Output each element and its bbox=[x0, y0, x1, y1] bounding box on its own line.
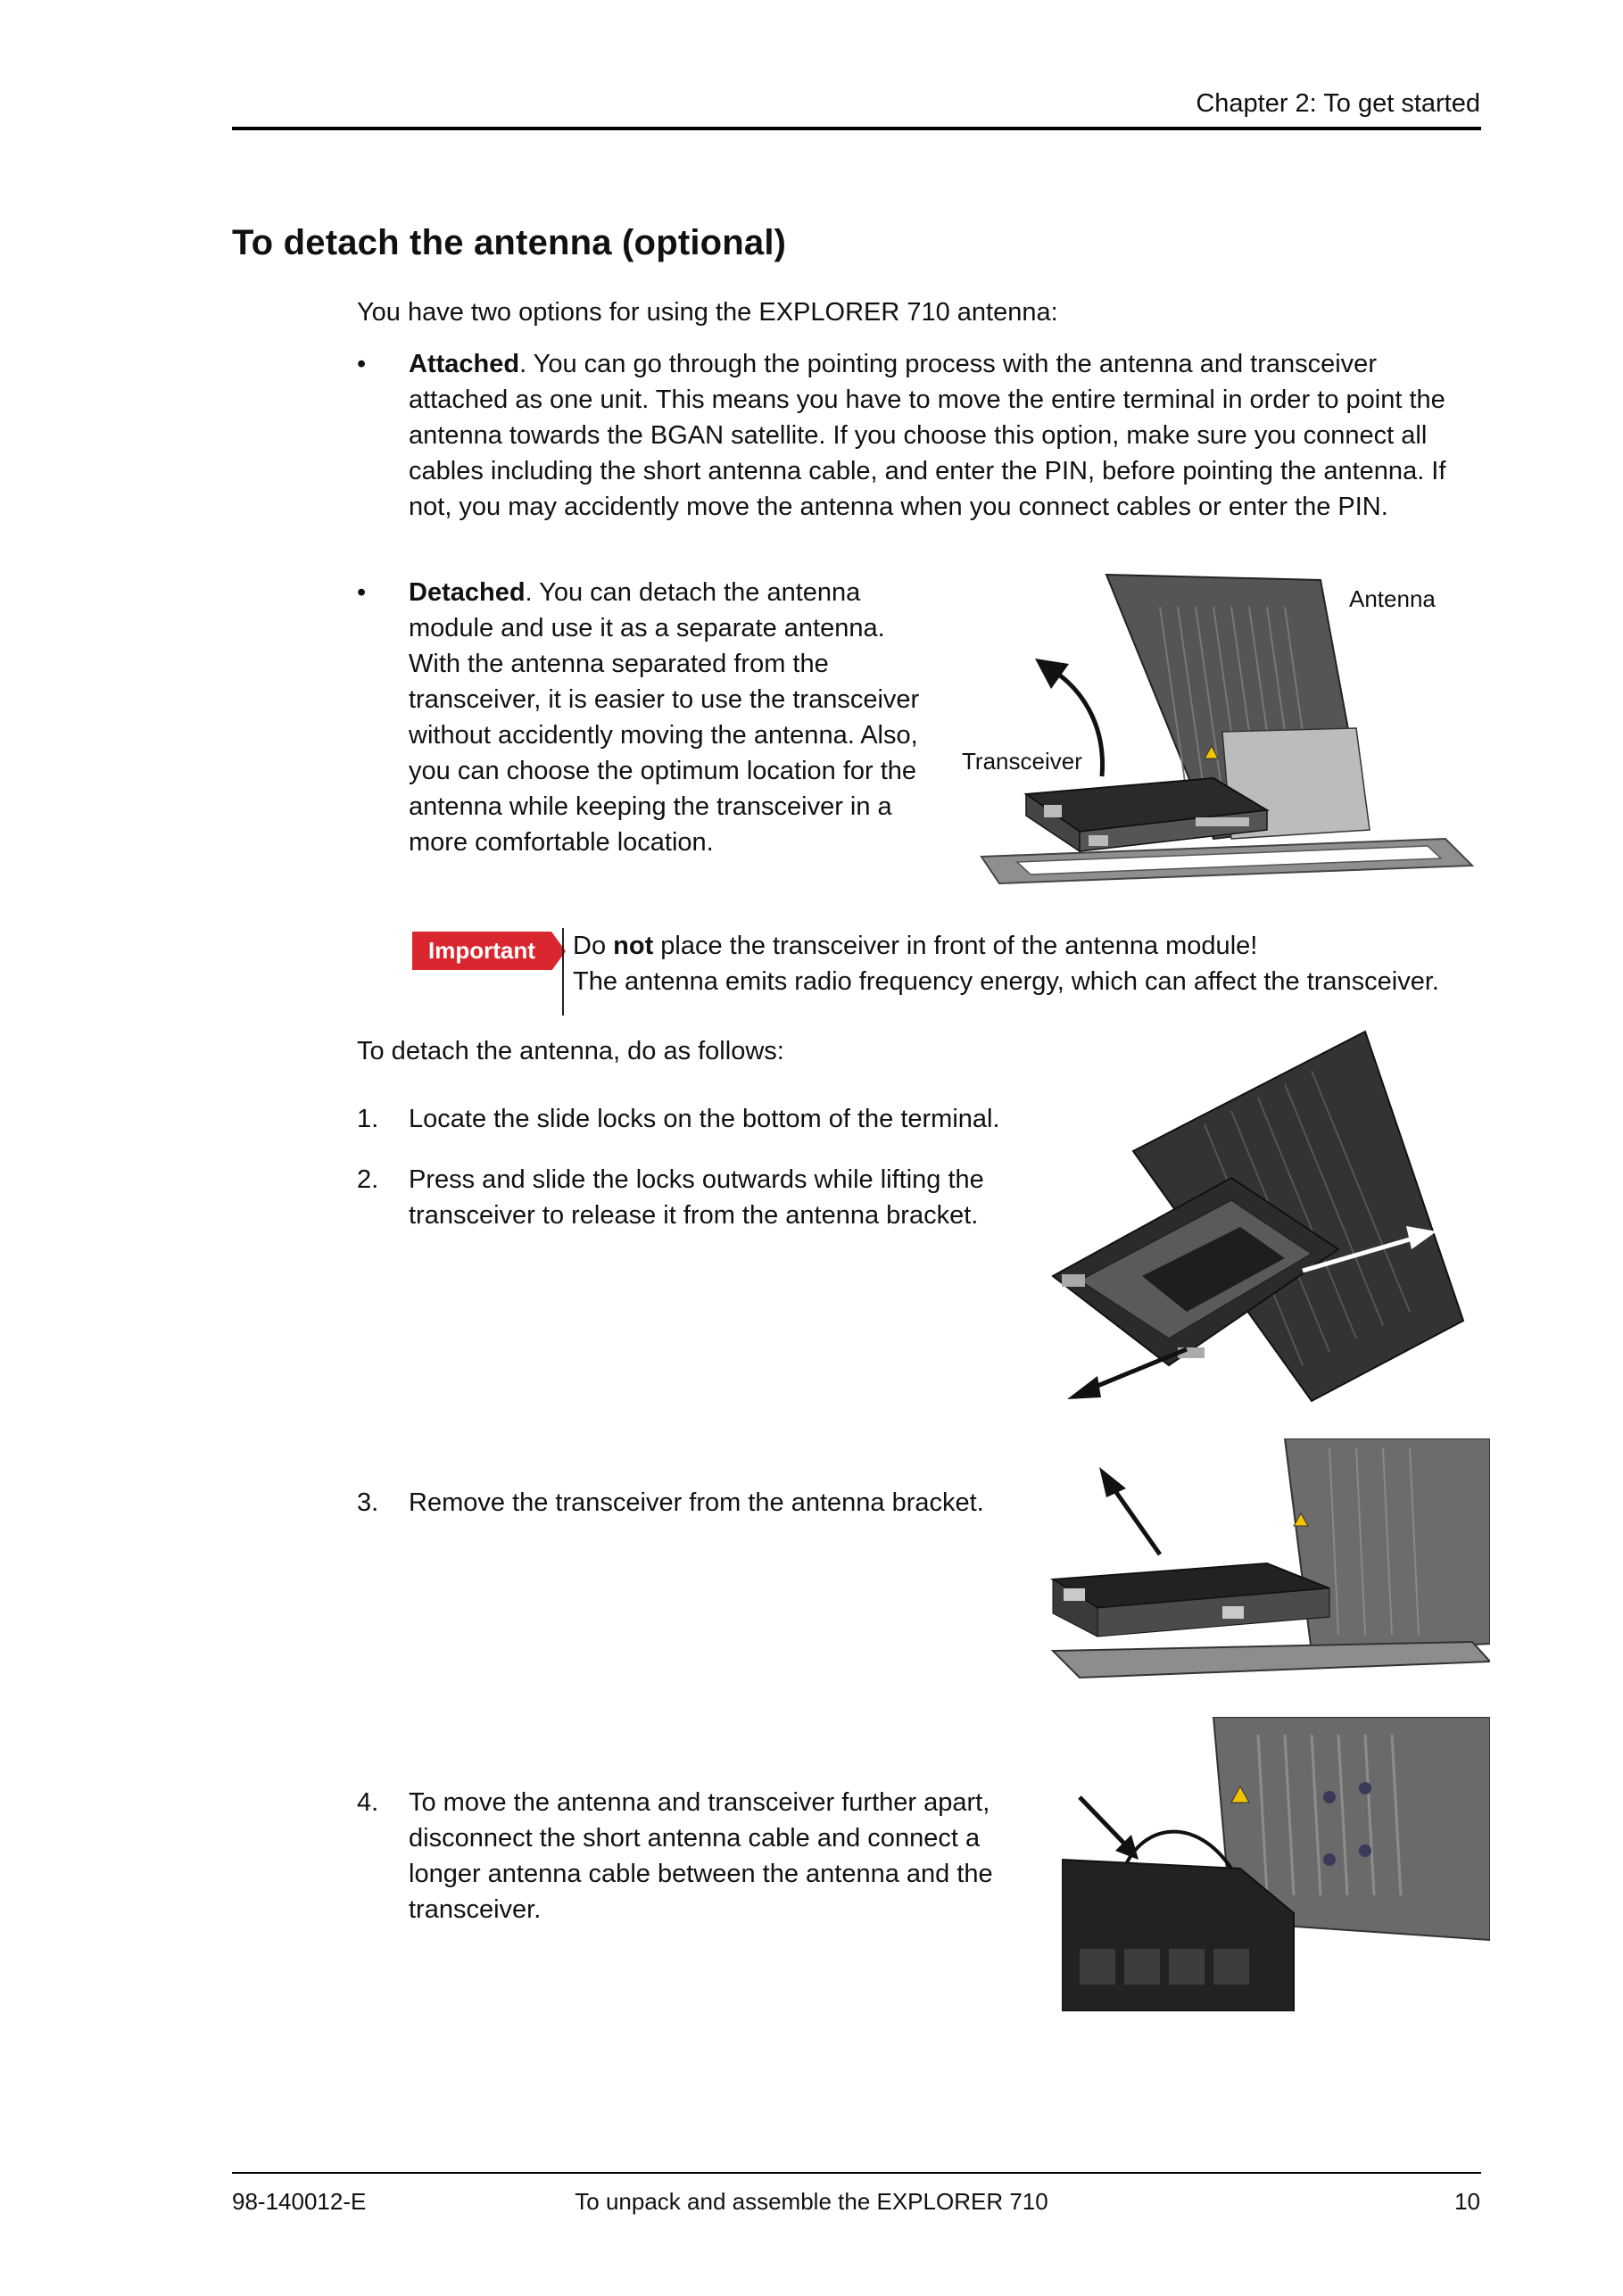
step-2 bbox=[357, 1162, 999, 1233]
important-callout bbox=[412, 932, 551, 970]
footer-doc-number: 98-140012-E bbox=[232, 2188, 367, 2215]
important-badge: Important bbox=[412, 932, 551, 970]
important-line-2: The antenna emits radio frequency energy, which can affect the transceiver. bbox=[573, 967, 1439, 996]
figure-terminal-antenna bbox=[946, 571, 1490, 901]
header-rule bbox=[232, 127, 1481, 130]
chapter-header: Chapter 2: To get started bbox=[1196, 89, 1480, 118]
bullet-detached bbox=[357, 575, 928, 860]
bullet-attached bbox=[357, 346, 1483, 560]
step-number: 4. bbox=[357, 1788, 379, 1817]
bullet-detached-text: Detached. You can detach the antenna module and use it as a separate antenna. With the antenna separated from the transceiver, it is easier to use the transceiver without accidently moving the antenna. Also, you can choose the optimum location for the antenna while keeping the transceiver in a more comfortable location. bbox=[409, 578, 920, 857]
figure-antenna-cable bbox=[1062, 1717, 1490, 2011]
important-divider bbox=[562, 928, 564, 1015]
figure-slide-locks bbox=[1044, 1026, 1490, 1419]
step-3 bbox=[357, 1485, 1017, 1521]
important-line-1: Do not place the transceiver in front of the antenna module! bbox=[573, 932, 1258, 960]
bullet-attached-text: Attached. You can go through the pointing process with the antenna and transceiver attached as one unit. This means you have to move the entire terminal in order to point the antenna towards the BGAN satellite. If you choose this option, make sure you connect all cables including the short antenna cable, and enter the PIN, before pointing the antenna. If not, you may accidently move the antenna when you connect cables or enter the PIN. bbox=[409, 350, 1446, 521]
step-number: 3. bbox=[357, 1488, 379, 1517]
important-text bbox=[573, 928, 1439, 999]
steps-intro: To detach the antenna, do as follows: bbox=[357, 1037, 784, 1065]
section-title: To detach the antenna (optional) bbox=[232, 223, 787, 262]
step-text: Press and slide the locks outwards while lifting the transceiver to release it from the antenna bracket. bbox=[409, 1165, 984, 1230]
step-text: Locate the slide locks on the bottom of the terminal. bbox=[409, 1105, 1000, 1133]
footer-page-number: 10 bbox=[1454, 2188, 1480, 2215]
bullet-dot: • bbox=[357, 350, 367, 378]
step-text: To move the antenna and transceiver further apart, disconnect the short antenna cable and connect a longer antenna cable between the antenna and the transceiver. bbox=[409, 1788, 993, 1924]
step-1 bbox=[357, 1101, 1017, 1137]
label-transceiver: Transceiver bbox=[962, 748, 1082, 775]
step-4 bbox=[357, 1785, 999, 1927]
intro-paragraph: You have two options for using the EXPLORER 710 antenna: bbox=[357, 298, 1058, 327]
step-text: Remove the transceiver from the antenna bracket. bbox=[409, 1488, 984, 1517]
footer-rule bbox=[232, 2172, 1481, 2174]
step-number: 1. bbox=[357, 1105, 379, 1133]
step-number: 2. bbox=[357, 1165, 379, 1194]
bullet-dot: • bbox=[357, 578, 367, 607]
footer-title: To unpack and assemble the EXPLORER 710 bbox=[575, 2188, 1048, 2215]
label-antenna: Antenna bbox=[1349, 585, 1436, 612]
figure-remove-transceiver bbox=[1044, 1438, 1490, 1697]
